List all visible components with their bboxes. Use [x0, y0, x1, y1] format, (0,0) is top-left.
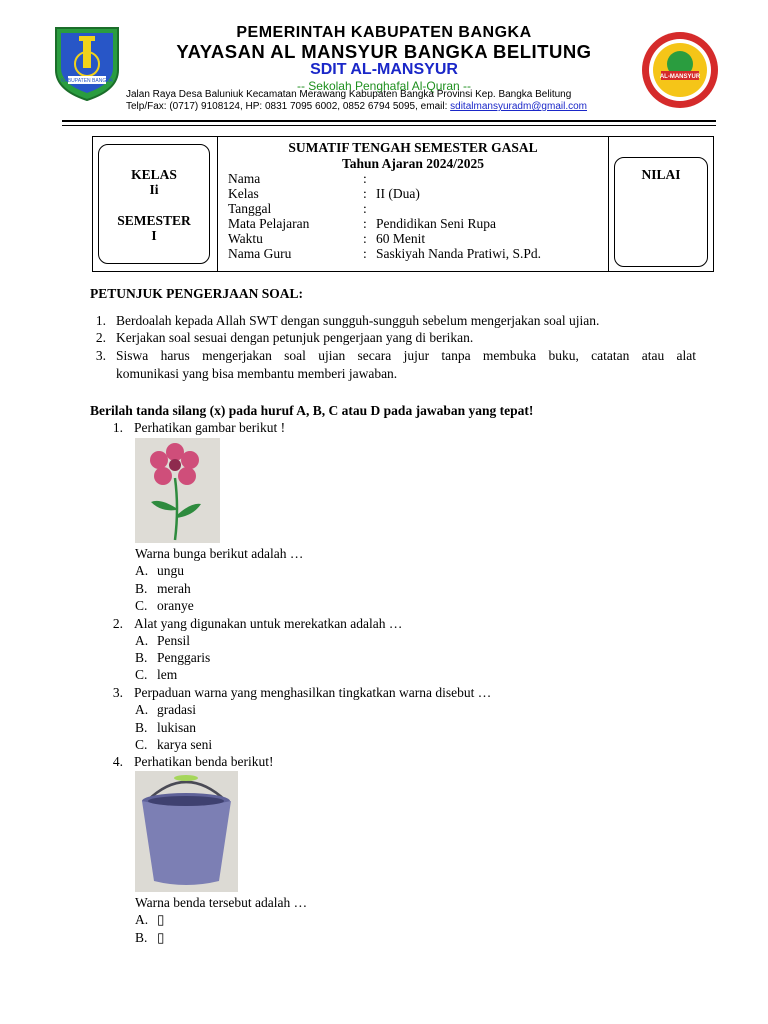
header-government: PEMERINTAH KABUPATEN BANGKA: [236, 24, 532, 41]
kelas-label: KELAS: [131, 167, 177, 182]
list-number: 3.: [95, 348, 106, 363]
exam-year: Tahun Ajaran 2024/2025: [341, 156, 485, 171]
question-text: Alat yang digunakan untuk merekatkan adalah …: [134, 616, 403, 631]
option-letter[interactable]: A.: [135, 912, 149, 927]
field-value: II (Dua): [376, 186, 420, 201]
section-heading: Berilah tanda silang (x) pada huruf A, B, C atau D pada jawaban yang tepat!: [90, 403, 534, 418]
contact-text: Telp/Fax: (0717) 9108124, HP: 0831 7095 6002, 0852 6794 5095, email:: [126, 101, 451, 112]
option-letter[interactable]: C.: [135, 737, 148, 752]
header-contact: [126, 101, 686, 112]
option-text: gradasi: [157, 702, 196, 717]
option-text: lem: [157, 667, 178, 682]
field-label: Nama: [228, 171, 261, 186]
option-letter[interactable]: A.: [135, 633, 149, 648]
list-number: 2.: [95, 330, 106, 345]
header-foundation: YAYASAN AL MANSYUR BANGKA BELITUNG: [176, 41, 592, 62]
option-letter[interactable]: A.: [135, 702, 149, 717]
left-logo-text: KABUPATEN BANGKA: [61, 78, 113, 84]
field-value: 60 Menit: [376, 231, 426, 246]
question-number: 2.: [112, 616, 123, 631]
field-label: Waktu: [228, 231, 263, 246]
kelas-semester-box: [98, 144, 210, 264]
instruction-item: Siswa harus mengerjakan soal ujian secara jujur tanpa membuka buku, catatan atau alat: [116, 348, 696, 363]
bucket-image: [135, 771, 238, 892]
semester-value: I: [151, 228, 157, 243]
email-link[interactable]: sditalmansyuradm@gmail.com: [450, 101, 588, 112]
field-value: Saskiyah Nanda Pratiwi, S.Pd.: [376, 246, 541, 261]
option-letter[interactable]: C.: [135, 667, 148, 682]
instruction-item: Berdoalah kepada Allah SWT dengan sungguh-sungguh sebelum mengerjakan soal ujian.: [116, 313, 600, 328]
option-letter[interactable]: B.: [135, 581, 148, 596]
option-text: Pensil: [157, 633, 191, 648]
option-text: ▯: [157, 930, 165, 945]
option-text: ungu: [157, 563, 184, 578]
question-subtext: Warna bunga berikut adalah …: [135, 546, 304, 561]
question-subtext: Warna benda tersebut adalah …: [135, 895, 308, 910]
flower-image: [135, 438, 220, 543]
option-text: lukisan: [157, 720, 196, 735]
option-text: oranye: [157, 598, 194, 613]
field-colon: :: [363, 201, 367, 216]
field-label: Tanggal: [228, 201, 272, 216]
header-rule-thick: [62, 120, 716, 122]
option-letter[interactable]: C.: [135, 598, 148, 613]
field-colon: :: [363, 231, 367, 246]
header-address: Jalan Raya Desa Baluniuk Kecamatan Merawang Kabupaten Bangka Provinsi Kep. Bangka Belitung: [126, 89, 572, 100]
header-rule-thin: [62, 125, 716, 126]
instruction-item: Kerjakan soal sesuai dengan petunjuk pengerjaan yang di berikan.: [116, 330, 474, 345]
right-logo-text: AL-MANSYUR: [659, 74, 701, 80]
semester-label: SEMESTER: [117, 213, 191, 228]
field-label: Nama Guru: [228, 246, 292, 261]
question-text: Perhatikan benda berikut!: [134, 754, 274, 769]
question-number: 3.: [112, 685, 123, 700]
question-number: 1.: [112, 420, 123, 435]
field-colon: :: [363, 171, 367, 186]
option-text: karya seni: [157, 737, 213, 752]
option-letter[interactable]: B.: [135, 650, 148, 665]
kelas-value: Ii: [149, 182, 159, 197]
question-number: 4.: [112, 754, 123, 769]
option-letter[interactable]: B.: [135, 930, 148, 945]
nilai-label: NILAI: [641, 167, 681, 182]
field-colon: :: [363, 246, 367, 261]
header-tagline: -- Sekolah Penghafal Al-Quran --: [296, 79, 472, 93]
option-text: merah: [157, 581, 191, 596]
field-colon: :: [363, 216, 367, 231]
question-text: Perhatikan gambar berikut !: [134, 420, 286, 435]
field-label: Mata Pelajaran: [228, 216, 310, 231]
field-colon: :: [363, 186, 367, 201]
field-value: Pendidikan Seni Rupa: [376, 216, 496, 231]
option-letter[interactable]: A.: [135, 563, 149, 578]
option-text: ▯: [157, 912, 165, 927]
divider: [608, 136, 609, 272]
exam-title: SUMATIF TENGAH SEMESTER GASAL: [288, 140, 538, 155]
field-label: Kelas: [228, 186, 259, 201]
list-number: 1.: [95, 313, 106, 328]
instruction-item-continued: komunikasi yang bisa membantu memberi jawaban.: [116, 366, 398, 381]
question-text: Perpaduan warna yang menghasilkan tingkatkan warna disebut …: [134, 685, 492, 700]
option-text: Penggaris: [157, 650, 211, 665]
option-letter[interactable]: B.: [135, 720, 148, 735]
instructions-heading: PETUNJUK PENGERJAAN SOAL:: [90, 286, 304, 301]
header-school-name: SDIT AL-MANSYUR: [310, 61, 458, 78]
